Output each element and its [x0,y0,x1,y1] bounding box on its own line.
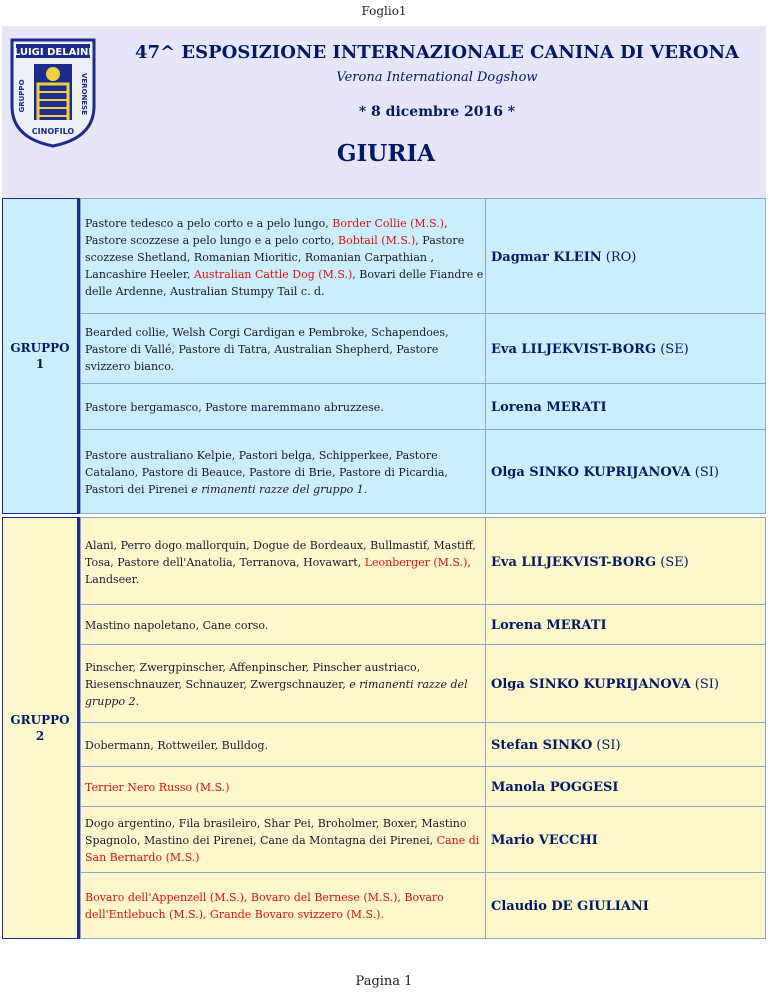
group-label-text: GRUPPO [10,341,70,355]
column-divider [485,199,486,313]
breed-list [85,447,485,498]
judge-name [491,738,621,753]
group-label-number: 2 [35,729,45,743]
judge-name [491,400,607,415]
breed-text: , [415,233,423,247]
judge-name [491,677,719,692]
header-banner [2,26,766,198]
column-divider [485,384,486,429]
breed-text: e rimanenti razze del gruppo 1. [191,482,368,496]
jury-row [80,430,766,514]
judge-country: (SI) [690,676,719,692]
column-divider [485,767,486,806]
breed-list [85,815,485,866]
event-subtitle: Verona International Dogshow [336,70,538,85]
judge-country: (SI) [690,464,719,480]
judge-name [491,833,598,848]
special-show-breed: Bovaro dell'Appenzell (M.S.), Bovaro del Bernese (M.S.), Bovaro dell'Entlebuch (M.S.), Grande Bovaro svizzero (M.S.). [85,891,444,921]
breed-text: , Bovari delle Fiandre e delle Ardenne, Australian Stumpy Tail c. d. [85,267,484,298]
judge-name-text: Eva LILJEKVIST-BORG [491,554,657,570]
judge-name-text: Lorena MERATI [491,399,607,415]
svg-text:VERONESE: VERONESE [80,72,88,116]
judge-name-text: Mario VECCHI [491,832,598,848]
judge-name [491,899,649,914]
group-label-text: GRUPPO [10,713,70,727]
judge-name [491,465,719,480]
judge-name-text: Olga SINKO KUPRIJANOVA [491,676,691,692]
jury-row [80,645,766,723]
special-show-breed: Leonberger (M.S.) [364,555,468,569]
breed-list [85,399,485,416]
judge-name-text: Manola POGGESI [491,779,619,795]
club-logo [8,36,98,148]
event-title: 47^ ESPOSIZIONE INTERNAZIONALE CANINA DI VERONA [135,42,739,63]
breed-list [85,215,485,300]
sheet-name: Foglio1 [361,4,407,18]
breed-list [85,537,485,588]
breed-text: Pastore australiano Kelpie, Pastori belga, Schipperkee, Pastore Catalano, Pastore di Beauce, Pastore di Brie, Pastore di Picardia, Pastori dei Pirenei [85,448,448,496]
jury-row [80,767,766,807]
jury-row [80,384,766,430]
breed-text: Pinscher, Zwergpinscher, Affenpinscher, Pinscher austriaco, Riesenschnauzer, Schnauzer, Zwergschnauzer, [85,660,421,691]
breed-list [85,889,485,923]
judge-name [491,618,607,633]
breed-text: , Landseer. [85,555,471,586]
group-label [2,517,80,939]
page-number: Pagina 1 [355,974,413,989]
judge-name-text: Lorena MERATI [491,617,607,633]
breed-text: e rimanenti razze del gruppo 2. [85,677,468,708]
event-date: * 8 dicembre 2016 * [358,104,516,120]
column-divider [485,430,486,513]
column-divider [485,314,486,383]
column-divider [485,807,486,872]
breed-text: Pastore tedesco a pelo corto e a pelo lungo, [85,216,333,230]
jury-row [80,605,766,645]
judge-name-text: Claudio DE GIULIANI [491,898,649,914]
column-divider [485,518,486,604]
judge-name-text: Eva LILJEKVIST-BORG [491,341,657,357]
breed-text: Dobermann, Rottweiler, Bulldog. [85,738,269,752]
group-label-number: 1 [35,357,45,371]
judge-name [491,342,689,357]
breed-text: Dogo argentino, Fila brasileiro, Shar Pei, Broholmer, Boxer, Mastino Spagnolo, Mastino dei Pirenei, Cane da Montagna dei Pirenei, [85,816,467,847]
column-divider [485,723,486,766]
special-show-breed: Border Collie (M.S.) [332,216,445,230]
judge-country: (RO) [601,249,637,265]
breed-list [85,659,485,710]
group-label [2,198,80,514]
svg-text:GRUPPO: GRUPPO [18,79,26,113]
section-title: GIURIA [336,140,436,167]
jury-row [80,198,766,314]
special-show-breed: Australian Cattle Dog (M.S.) [193,267,353,281]
breed-list [85,779,485,796]
breed-list [85,617,485,634]
breed-text: Pastore bergamasco, Pastore maremmano abruzzese. [85,400,384,414]
breed-text: , [444,216,448,230]
column-divider [485,605,486,644]
judge-country: (SI) [592,737,621,753]
judge-name [491,780,619,795]
breed-text: Pastore scozzese a pelo lungo e a pelo corto, [85,233,339,247]
jury-row [80,723,766,767]
judge-country: (SE) [656,554,689,570]
special-show-breed: Cane di San Bernardo (M.S.) [85,833,480,864]
jury-row [80,517,766,605]
jury-row [80,314,766,384]
judge-name-text: Dagmar KLEIN [491,249,602,265]
judge-name-text: Olga SINKO KUPRIJANOVA [491,464,691,480]
judge-name [491,555,689,570]
judge-name [491,250,636,265]
svg-text:LUIGI DELAINI: LUIGI DELAINI [13,47,93,58]
breed-text: Alani, Perro dogo mallorquin, Dogue de Bordeaux, Bullmastif, Mastiff, Tosa, Pastore dell'Anatolia, Terranova, Hovawart, [85,538,476,569]
breed-text: Mastino napoletano, Cane corso. [85,618,269,632]
special-show-breed: Terrier Nero Russo (M.S.) [85,780,230,794]
breed-list [85,737,485,754]
column-divider [485,645,486,722]
special-show-breed: Bobtail (M.S.) [338,233,416,247]
breed-list [85,324,485,375]
jury-row [80,807,766,873]
breed-text: Pastore scozzese Shetland, Romanian Mioritic, Romanian Carpathian , Lancashire Heeler, [85,233,465,281]
judge-name-text: Stefan SINKO [491,737,593,753]
svg-text:CINOFILO: CINOFILO [31,127,75,136]
judge-country: (SE) [656,341,689,357]
jury-row [80,873,766,939]
column-divider [485,873,486,938]
breed-text: Bearded collie, Welsh Corgi Cardigan e Pembroke, Schapendoes, Pastore di Vallé, Pastore di Tatra, Australian Shepherd, Pastore svizzero bianco. [85,325,449,373]
